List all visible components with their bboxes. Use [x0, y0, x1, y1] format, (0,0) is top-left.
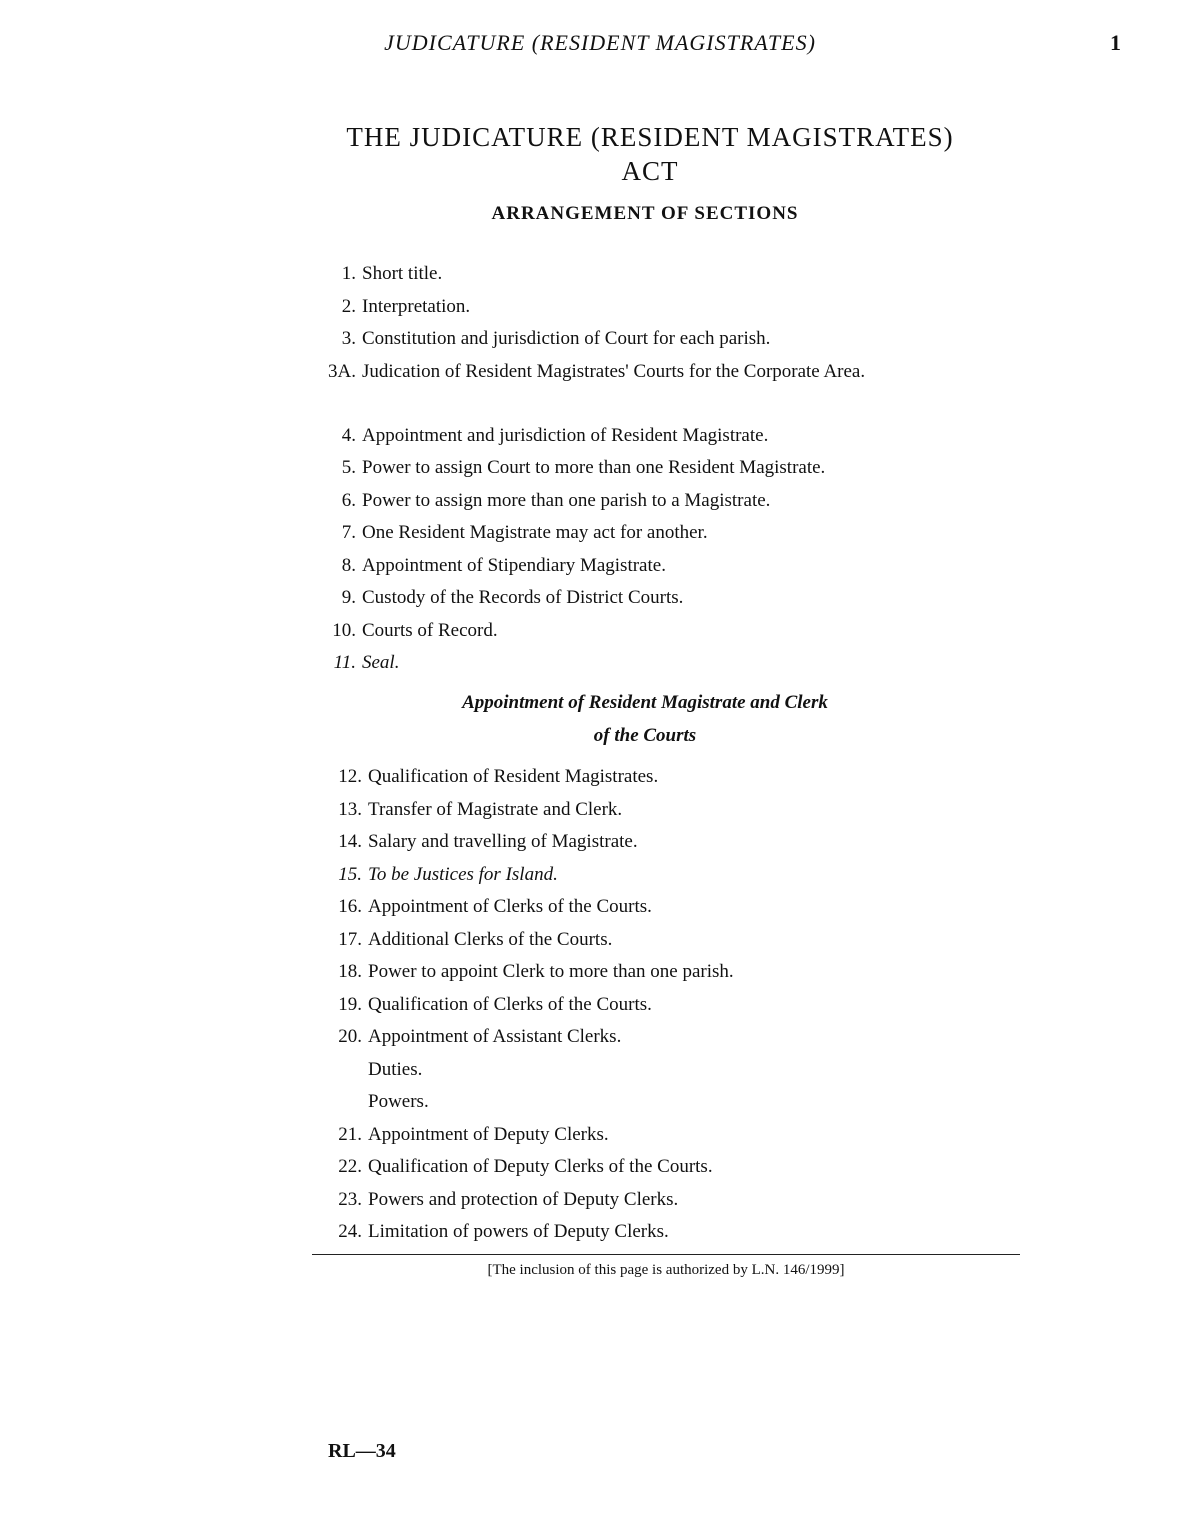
section-text: Additional Clerks of the Courts.	[368, 928, 613, 950]
section-number: 21.	[338, 1123, 362, 1145]
section-number: 22.	[338, 1156, 362, 1177]
section-entry-24	[318, 1216, 1008, 1249]
section-entry-19	[318, 989, 1008, 1022]
section-text: Duties.	[368, 1058, 423, 1080]
section-number: 15.	[338, 863, 362, 885]
running-header-title: JUDICATURE (RESIDENT MAGISTRATES)	[384, 30, 816, 55]
section-text: One Resident Magistrate may act for another.	[362, 522, 708, 543]
section-number: 13.	[338, 798, 362, 820]
section-entry-15	[318, 859, 1008, 892]
section-list-part-1	[318, 258, 1008, 680]
section-number: 20.	[338, 1026, 362, 1047]
section-entry-13	[318, 794, 1008, 827]
section-entry-17	[318, 924, 1008, 957]
arrangement-heading: ARRANGEMENT OF SECTIONS	[491, 203, 799, 224]
section-number: 12.	[338, 766, 362, 787]
section-entry-9	[318, 582, 1008, 615]
section-entry-1	[318, 258, 1008, 291]
section-text: Power to appoint Clerk to more than one parish.	[368, 961, 734, 982]
section-number: 17.	[338, 928, 362, 950]
section-text: Powers and protection of Deputy Clerks.	[368, 1188, 679, 1210]
section-number: 16.	[338, 896, 362, 917]
section-text: Qualification of Resident Magistrates.	[368, 766, 659, 787]
footer-divider	[312, 1254, 1020, 1255]
section-number: 9.	[341, 587, 356, 608]
section-number: 3A.	[328, 360, 356, 382]
section-number: 24.	[338, 1221, 362, 1242]
section-entry-21	[318, 1119, 1008, 1152]
section-text: Salary and travelling of Magistrate.	[368, 831, 638, 852]
section-number: 5.	[341, 457, 356, 478]
section-number: 11.	[333, 652, 356, 673]
section-entry-10	[318, 615, 1008, 648]
section-text: Appointment of Clerks of the Courts.	[368, 896, 652, 917]
section-text: Appointment of Assistant Clerks.	[368, 1026, 622, 1047]
section-number: 8.	[341, 554, 356, 576]
section-entry-14	[318, 826, 1008, 859]
page-number: 1	[1110, 30, 1121, 55]
section-text: Powers.	[368, 1091, 429, 1112]
section-text: Qualification of Deputy Clerks of the Courts.	[368, 1156, 713, 1177]
act-title-line-2: ACT	[621, 156, 679, 186]
section-entry-16	[318, 891, 1008, 924]
section-number: 4.	[341, 424, 356, 446]
section-text: Transfer of Magistrate and Clerk.	[368, 798, 623, 820]
section-entry-11	[318, 647, 1008, 680]
section-number: 18.	[338, 961, 362, 982]
section-text: To be Justices for Island.	[368, 863, 558, 885]
section-entry-2	[318, 291, 1008, 324]
section-text: Limitation of powers of Deputy Clerks.	[368, 1221, 669, 1242]
section-entry-duties	[318, 1054, 1008, 1087]
section-number: 2.	[341, 295, 356, 317]
section-entry-18	[318, 956, 1008, 989]
section-text: Appointment of Stipendiary Magistrate.	[362, 554, 666, 576]
section-text: Appointment of Deputy Clerks.	[368, 1123, 609, 1145]
section-list-part-2	[318, 761, 1008, 1249]
section-entry-12	[318, 761, 1008, 794]
authorization-note: [The inclusion of this page is authorized by L.N. 146/1999]	[487, 1262, 845, 1278]
act-title	[300, 120, 1000, 188]
section-entry-3	[318, 323, 1008, 356]
section-number: 1.	[341, 263, 356, 284]
section-entry-powers	[318, 1086, 1008, 1119]
section-entry-20	[318, 1021, 1008, 1054]
section-text: Custody of the Records of District Courts.	[362, 587, 684, 608]
section-entry-22	[318, 1151, 1008, 1184]
page-code: RL—34	[328, 1440, 396, 1462]
section-entry-23	[318, 1184, 1008, 1217]
section-entry-3a	[318, 356, 1008, 420]
section-entry-4	[318, 420, 1008, 453]
section-entry-7	[318, 517, 1008, 550]
section-number: 14.	[338, 831, 362, 852]
section-text: Power to assign more than one parish to a Magistrate.	[362, 489, 771, 511]
section-text: Qualification of Clerks of the Courts.	[368, 993, 652, 1015]
section-text: Seal.	[362, 652, 400, 673]
section-text: Power to assign Court to more than one Resident Magistrate.	[362, 457, 826, 478]
section-number: 10.	[332, 619, 356, 641]
section-number: 7.	[341, 522, 356, 543]
part-subheading-line-1: Appointment of Resident Magistrate and Clerk	[462, 692, 828, 713]
section-number: 3.	[341, 328, 356, 349]
section-text: Courts of Record.	[362, 619, 498, 641]
section-entry-5	[318, 452, 1008, 485]
part-subheading	[380, 686, 910, 752]
section-number: 23.	[338, 1188, 362, 1210]
section-entry-6	[318, 485, 1008, 518]
part-subheading-line-2: of the Courts	[593, 725, 697, 746]
section-text: Short title.	[362, 263, 443, 284]
section-number: 6.	[341, 489, 356, 511]
section-text: Constitution and jurisdiction of Court for each parish.	[362, 328, 771, 349]
section-text: Appointment and jurisdiction of Resident Magistrate.	[362, 424, 769, 446]
act-title-line-1: THE JUDICATURE (RESIDENT MAGISTRATES)	[346, 122, 954, 152]
section-text: Judication of Resident Magistrates' Courts for the Corporate Area.	[362, 360, 866, 382]
section-number: 19.	[338, 993, 362, 1015]
section-entry-8	[318, 550, 1008, 583]
section-text: Interpretation.	[362, 295, 471, 317]
